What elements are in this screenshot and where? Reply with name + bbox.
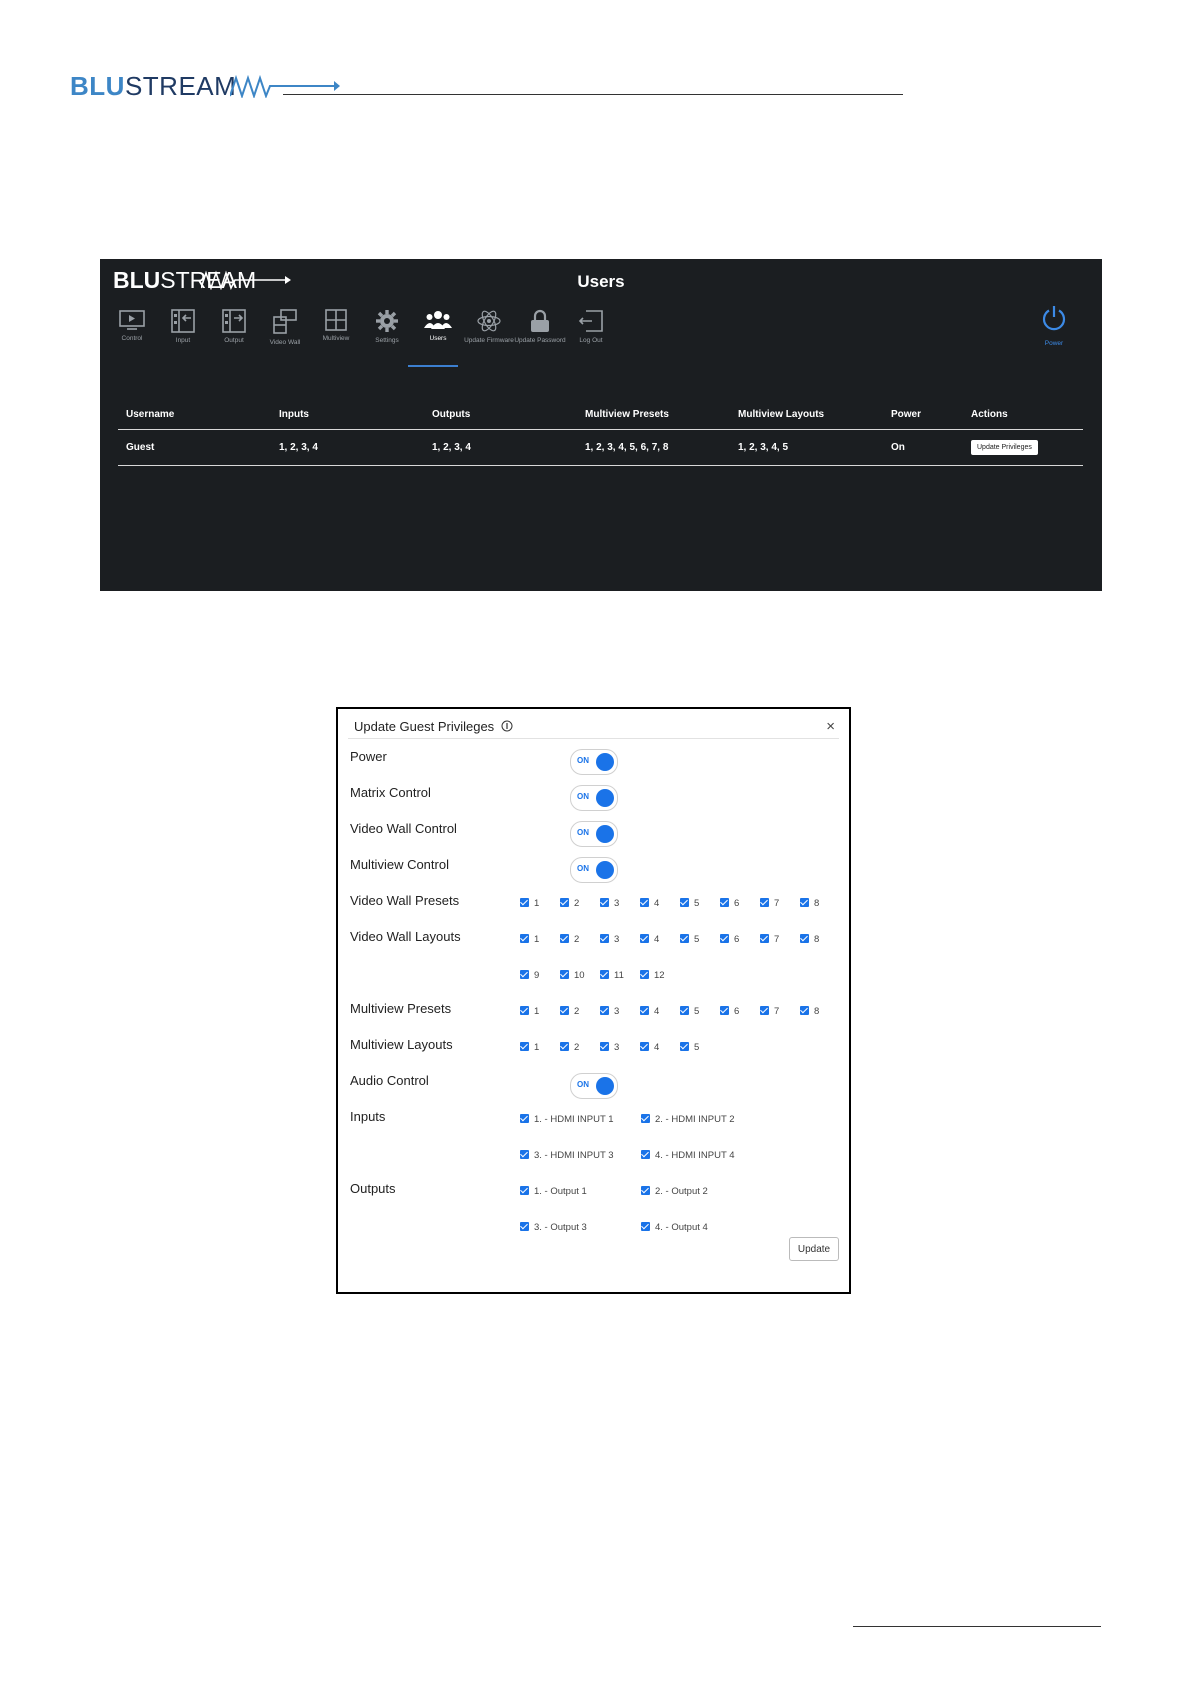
- output-icon: [222, 309, 246, 333]
- gear-icon: [375, 309, 399, 333]
- power-button[interactable]: Power: [1036, 305, 1072, 348]
- footer-rule: [853, 1626, 1101, 1627]
- vw-layout-checkbox[interactable]: 1: [520, 934, 539, 945]
- outputs-cell: 1, 2, 3, 4: [424, 430, 577, 466]
- vw-layout-checkbox[interactable]: 12: [640, 970, 665, 981]
- multiview-control-label: Multiview Control: [350, 857, 449, 872]
- nav-video-wall[interactable]: Video Wall: [259, 309, 311, 347]
- nav-multiview[interactable]: Multiview: [310, 309, 362, 343]
- mv-layouts-cell: 1, 2, 3, 4, 5: [730, 430, 883, 466]
- update-button[interactable]: Update: [789, 1237, 839, 1261]
- info-icon: [501, 720, 513, 732]
- mv-layout-checkbox[interactable]: 1: [520, 1042, 539, 1053]
- inputs-label: Inputs: [350, 1109, 386, 1124]
- power-cell: On: [883, 430, 963, 466]
- control-icon: [119, 309, 145, 331]
- lock-icon: [529, 309, 551, 333]
- vw-preset-checkbox[interactable]: 3: [600, 898, 619, 909]
- vw-layout-checkbox[interactable]: 10: [560, 970, 585, 981]
- vw-layout-checkbox[interactable]: 8: [800, 934, 819, 945]
- multiview-layouts-label: Multiview Layouts: [350, 1037, 453, 1052]
- vw-preset-checkbox[interactable]: 1: [520, 898, 539, 909]
- input-checkbox[interactable]: 2. - HDMI INPUT 2: [641, 1114, 735, 1125]
- column-header: Multiview Presets: [577, 409, 730, 430]
- mv-presets-cell: 1, 2, 3, 4, 5, 6, 7, 8: [577, 430, 730, 466]
- mv-preset-checkbox[interactable]: 6: [720, 1006, 739, 1017]
- update-privileges-button[interactable]: Update Privileges: [971, 440, 1038, 455]
- app-logo: BLUSTREAM: [113, 267, 256, 293]
- outputs-label: Outputs: [350, 1181, 396, 1196]
- vw-layout-checkbox[interactable]: 3: [600, 934, 619, 945]
- vw-preset-checkbox[interactable]: 4: [640, 898, 659, 909]
- table-row: [118, 430, 1083, 466]
- vw-layout-checkbox[interactable]: 6: [720, 934, 739, 945]
- mv-preset-checkbox[interactable]: 7: [760, 1006, 779, 1017]
- actions-cell: [963, 430, 1083, 466]
- power-icon: [1041, 305, 1067, 331]
- video-wall-control-toggle[interactable]: ON: [570, 821, 618, 847]
- input-checkbox[interactable]: 4. - HDMI INPUT 4: [641, 1150, 735, 1161]
- active-tab-indicator: [408, 365, 458, 367]
- power-label: Power: [350, 749, 387, 764]
- vw-layout-checkbox[interactable]: 2: [560, 934, 579, 945]
- nav-output[interactable]: Output: [208, 309, 260, 345]
- multiview-control-toggle[interactable]: ON: [570, 857, 618, 883]
- modal-divider: [348, 738, 839, 739]
- mv-preset-checkbox[interactable]: 3: [600, 1006, 619, 1017]
- matrix-control-label: Matrix Control: [350, 785, 431, 800]
- vw-preset-checkbox[interactable]: 2: [560, 898, 579, 909]
- output-checkbox[interactable]: 2. - Output 2: [641, 1186, 708, 1197]
- inputs-cell: 1, 2, 3, 4: [271, 430, 424, 466]
- vw-layout-checkbox[interactable]: 11: [600, 970, 624, 981]
- mv-preset-checkbox[interactable]: 1: [520, 1006, 539, 1017]
- modal-title: Update Guest Privileges: [354, 719, 513, 734]
- multiview-presets-label: Multiview Presets: [350, 1001, 452, 1016]
- nav-log-out[interactable]: Log Out: [565, 309, 617, 345]
- users-page-screenshot: [100, 259, 1102, 591]
- page-title: Users: [577, 272, 625, 291]
- mv-layout-checkbox[interactable]: 2: [560, 1042, 579, 1053]
- vw-preset-checkbox[interactable]: 7: [760, 898, 779, 909]
- column-header: Power: [883, 409, 963, 430]
- mv-preset-checkbox[interactable]: 5: [680, 1006, 699, 1017]
- output-checkbox[interactable]: 3. - Output 3: [520, 1222, 587, 1233]
- mv-preset-checkbox[interactable]: 8: [800, 1006, 819, 1017]
- column-header: Username: [118, 409, 271, 430]
- power-toggle[interactable]: ON: [570, 749, 618, 775]
- vw-preset-checkbox[interactable]: 6: [720, 898, 739, 909]
- update-privileges-modal: [336, 707, 851, 1294]
- output-checkbox[interactable]: 1. - Output 1: [520, 1186, 587, 1197]
- users-icon: [424, 309, 452, 331]
- logout-icon: [578, 309, 604, 333]
- matrix-control-toggle[interactable]: ON: [570, 785, 618, 811]
- multiview-icon: [325, 309, 347, 331]
- nav-control[interactable]: Control: [106, 309, 158, 343]
- header-rule: [283, 94, 903, 95]
- users-table: [118, 409, 1083, 466]
- mv-layout-checkbox[interactable]: 3: [600, 1042, 619, 1053]
- column-header: Outputs: [424, 409, 577, 430]
- output-checkbox[interactable]: 4. - Output 4: [641, 1222, 708, 1233]
- column-header: Inputs: [271, 409, 424, 430]
- vw-layout-checkbox[interactable]: 7: [760, 934, 779, 945]
- nav-update-password[interactable]: Update Password: [514, 309, 566, 345]
- audio-control-toggle[interactable]: ON: [570, 1073, 618, 1099]
- close-icon[interactable]: ×: [826, 718, 835, 735]
- input-checkbox[interactable]: 3. - HDMI INPUT 3: [520, 1150, 614, 1161]
- nav-input[interactable]: Input: [157, 309, 209, 345]
- mv-layout-checkbox[interactable]: 5: [680, 1042, 699, 1053]
- blustream-logo: BLUSTREAM: [70, 70, 270, 102]
- vw-preset-checkbox[interactable]: 8: [800, 898, 819, 909]
- nav-update-firmware[interactable]: Update Firmware: [463, 309, 515, 345]
- atom-icon: [477, 309, 501, 333]
- vw-layout-checkbox[interactable]: 9: [520, 970, 539, 981]
- input-checkbox[interactable]: 1. - HDMI INPUT 1: [520, 1114, 614, 1125]
- column-header: Actions: [963, 409, 1083, 430]
- mv-preset-checkbox[interactable]: 2: [560, 1006, 579, 1017]
- video-wall-presets-label: Video Wall Presets: [350, 893, 460, 908]
- nav-users[interactable]: Users: [412, 309, 464, 343]
- audio-control-label: Audio Control: [350, 1073, 429, 1088]
- vw-preset-checkbox[interactable]: 5: [680, 898, 699, 909]
- video-wall-control-label: Video Wall Control: [350, 821, 457, 836]
- mv-preset-checkbox[interactable]: 4: [640, 1006, 659, 1017]
- username-cell: Guest: [118, 430, 271, 466]
- vw-layout-checkbox[interactable]: 5: [680, 934, 699, 945]
- input-icon: [171, 309, 195, 333]
- vw-layout-checkbox[interactable]: 4: [640, 934, 659, 945]
- video-wall-icon: [272, 309, 298, 335]
- video-wall-layouts-label: Video Wall Layouts: [350, 929, 461, 944]
- nav-settings[interactable]: Settings: [361, 309, 413, 345]
- mv-layout-checkbox[interactable]: 4: [640, 1042, 659, 1053]
- column-header: Multiview Layouts: [730, 409, 883, 430]
